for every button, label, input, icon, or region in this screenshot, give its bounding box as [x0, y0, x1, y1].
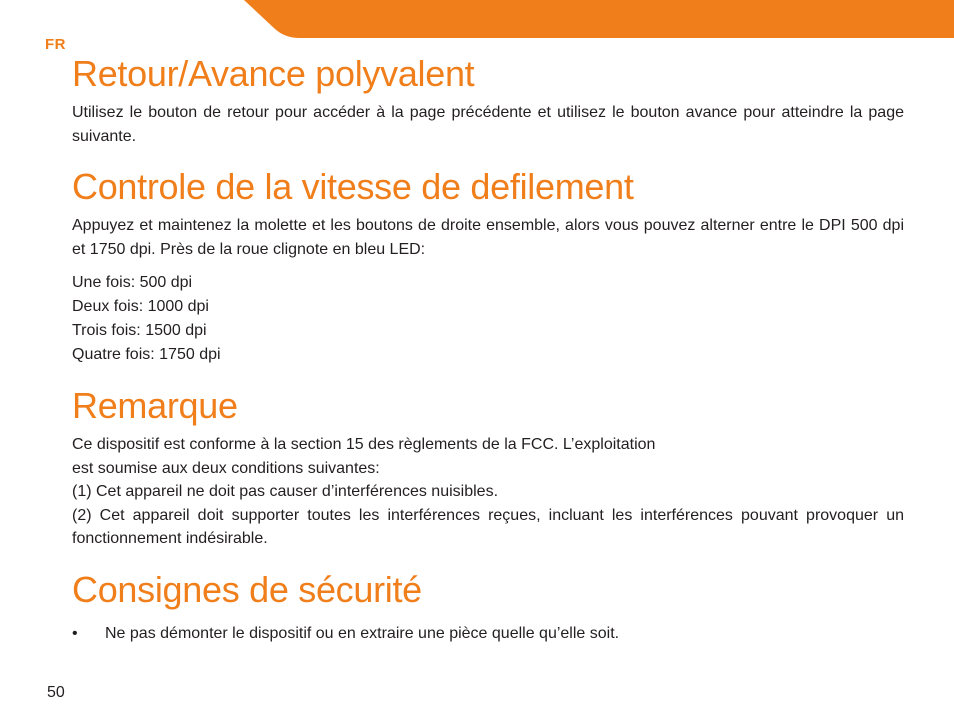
section-body-remarque: [72, 433, 904, 551]
remarque-condition-1: (1) Cet appareil ne doit pas causer d’interférences nuisibles.: [72, 483, 499, 500]
remarque-condition-2: (2) Cet appareil doit supporter toutes les interférences reçues, incluant les interférences pouvant provoquer un fonctionnement indésirable.: [72, 506, 904, 547]
section-title-remarque: Remarque: [72, 385, 238, 426]
header-orange-band: [0, 0, 954, 38]
section-title-consignes-securite: Consignes de sécurité: [72, 568, 422, 610]
remarque-line: est soumise aux deux conditions suivantes:: [72, 459, 380, 477]
bullet-text: Ne pas démonter le dispositif ou en extraire une pièce quelle qu’elle soit.: [105, 624, 620, 642]
dpi-list-item: Une fois: 500 dpi: [72, 274, 193, 291]
dpi-list: [72, 271, 904, 367]
section-body-retour-avance: Utilisez le bouton de retour pour accéder à la page précédente et utilisez le bouton avance pour atteindre la page suivante.: [72, 104, 904, 145]
section-title-retour-avance: Retour/Avance polyvalent: [72, 53, 475, 94]
dpi-list-item: Quatre fois: 1750 dpi: [72, 346, 221, 363]
page-number: 50: [47, 684, 65, 701]
section-title-vitesse-defilement: Controle de la vitesse de defilement: [72, 166, 634, 207]
language-tag: FR: [45, 36, 66, 53]
bullet-list-item: [72, 622, 904, 646]
dpi-list-item: Trois fois: 1500 dpi: [72, 322, 207, 339]
section-body-vitesse-defilement: Appuyez et maintenez la molette et les boutons de droite ensemble, alors vous pouvez alterner entre le DPI 500 dpi et 1750 dpi. Près de la roue clignote en bleu LED:: [72, 217, 904, 258]
bullet-icon: •: [72, 624, 78, 642]
page-content: [72, 52, 904, 646]
dpi-list-item: Deux fois: 1000 dpi: [72, 298, 209, 315]
remarque-line: Ce dispositif est conforme à la section 15 des règlements de la FCC. L’exploitation: [72, 436, 656, 453]
